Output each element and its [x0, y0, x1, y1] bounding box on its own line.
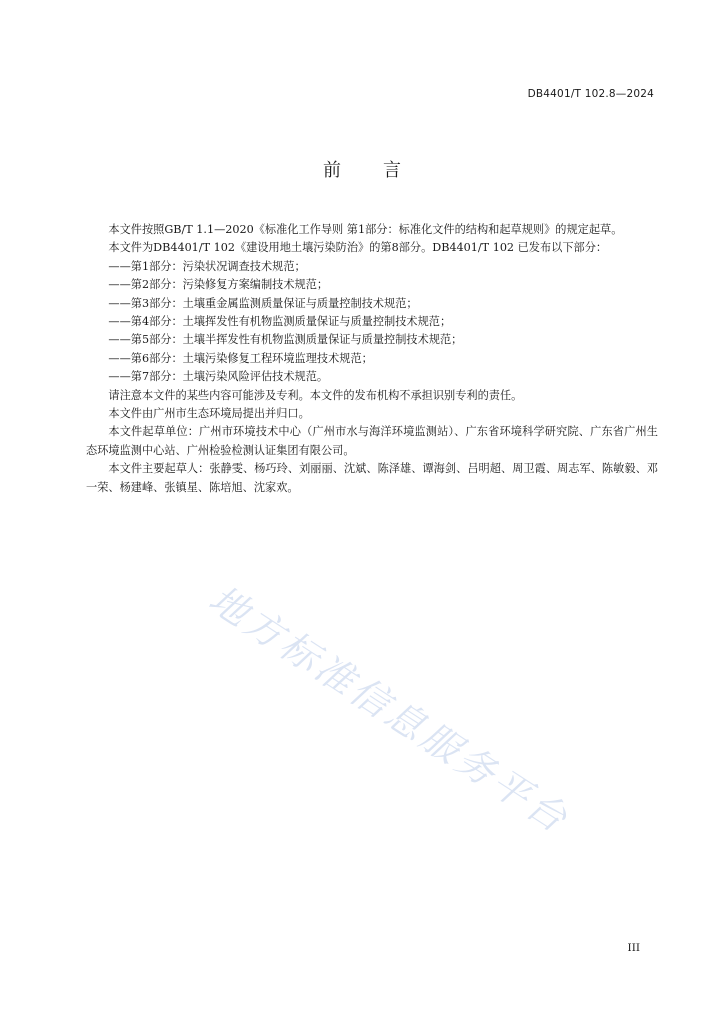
list-item: ——第6部分：土壤污染修复工程环境监理技术规范； [108, 351, 373, 365]
list-item: ——第5部分：土壤半挥发性有机物监测质量保证与质量控制技术规范； [108, 333, 463, 347]
foreword-body [86, 221, 658, 497]
list-item: ——第4部分：土壤挥发性有机物监测质量保证与质量控制技术规范； [108, 315, 452, 329]
paragraph-series-intro: 本文件为DB4401/T 102《建设用地土壤污染防治》的第8部分。DB4401/T 102 已发布以下部分： [108, 241, 608, 255]
page-title: 前言 [323, 160, 443, 181]
paragraph-drafting-rules: 本文件按照GB/T 1.1—2020《标准化工作导则 第1部分：标准化文件的结构和起草规则》的规定起草。 [108, 223, 623, 236]
list-item: ——第1部分：污染状况调查技术规范； [108, 259, 306, 273]
page-number: III [627, 942, 640, 954]
list-item: ——第3部分：土壤重金属监测质量保证与质量控制技术规范； [108, 296, 418, 310]
watermark: 地方标准信息服务平台 [201, 576, 578, 843]
list-item: ——第2部分：污染修复方案编制技术规范； [108, 278, 329, 292]
paragraph-drafters: 本文件主要起草人：张静雯、杨巧玲、刘丽丽、沈斌、陈泽雄、谭海剑、吕明超、周卫霞、周志军、陈敏毅、邓一荣、杨建峰、张镇星、陈培旭、沈家欢。 [86, 462, 658, 494]
paragraph-patent-notice: 请注意本文件的某些内容可能涉及专利。本文件的发布机构不承担识别专利的责任。 [108, 388, 523, 402]
paragraph-drafting-units: 本文件起草单位：广州市环境技术中心（广州市水与海洋环境监测站）、广东省环境科学研究院、广东省广州生态环境监测中心站、广州检验检测认证集团有限公司。 [86, 425, 658, 457]
document-code: DB4401/T 102.8—2024 [527, 88, 654, 100]
paragraph-proposer: 本文件由广州市生态环境局提出并归口。 [108, 407, 310, 421]
list-item: ——第7部分：土壤污染风险评估技术规范。 [108, 370, 329, 384]
